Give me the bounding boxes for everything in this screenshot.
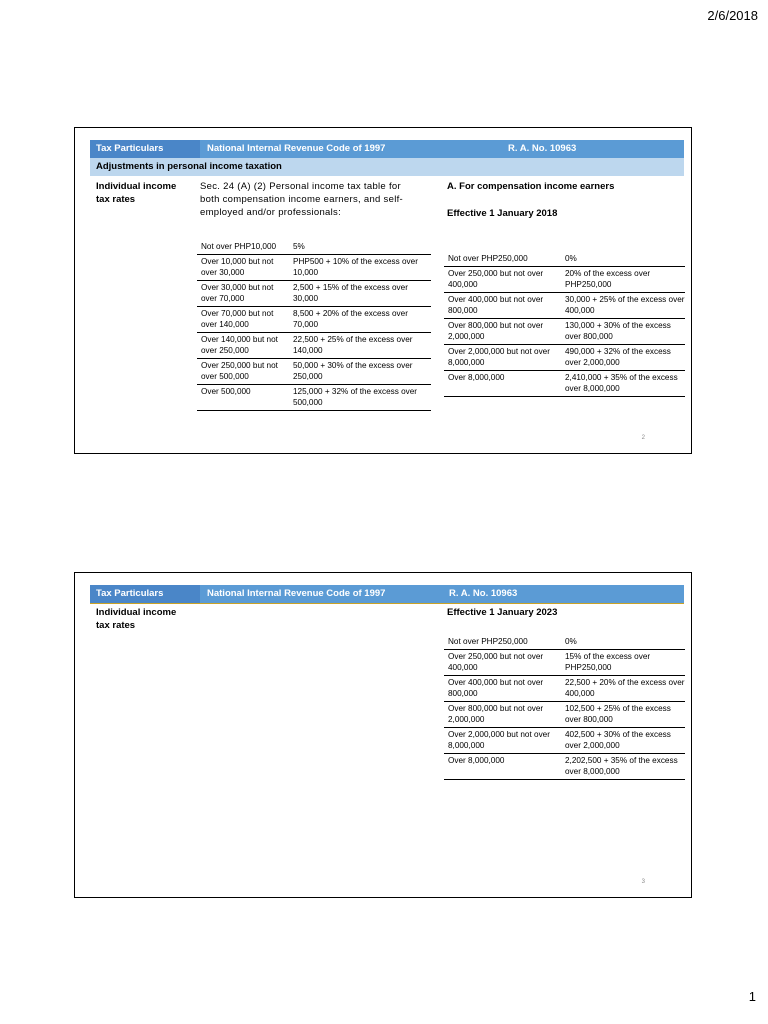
rate-cell: 15% of the excess over PHP250,000 bbox=[561, 650, 685, 676]
particular-label: Individual income tax rates bbox=[96, 607, 177, 631]
rate-cell: 50,000 + 30% of the excess over 250,000 bbox=[289, 359, 431, 385]
rate-cell: 8,500 + 20% of the excess over 70,000 bbox=[289, 307, 431, 333]
bracket-cell: Over 250,000 but not over 400,000 bbox=[444, 650, 561, 676]
slide-1 bbox=[74, 127, 692, 454]
table-row bbox=[444, 635, 685, 650]
slide-number: 3 bbox=[641, 879, 645, 885]
table-row bbox=[444, 728, 685, 754]
bracket-cell: Over 140,000 but not over 250,000 bbox=[197, 333, 289, 359]
slide-number: 2 bbox=[641, 435, 645, 441]
nirc-rate-table bbox=[197, 240, 431, 411]
table-row bbox=[197, 240, 431, 255]
bracket-cell: Over 2,000,000 but not over 8,000,000 bbox=[444, 345, 561, 371]
rate-cell: 402,500 + 30% of the excess over 2,000,000 bbox=[561, 728, 685, 754]
ra-heading: A. For compensation income earners bbox=[447, 181, 615, 192]
table-row bbox=[444, 345, 685, 371]
rate-cell: 5% bbox=[289, 240, 431, 255]
rate-cell: 2,202,500 + 35% of the excess over 8,000,000 bbox=[561, 754, 685, 780]
bracket-cell: Over 2,000,000 but not over 8,000,000 bbox=[444, 728, 561, 754]
table-row bbox=[444, 676, 685, 702]
table-row bbox=[444, 252, 685, 267]
subheader-text: Adjustments in personal income taxation bbox=[96, 161, 282, 172]
table-row bbox=[197, 307, 431, 333]
rate-cell: 2,500 + 15% of the excess over 30,000 bbox=[289, 281, 431, 307]
rate-cell: 30,000 + 25% of the excess over 400,000 bbox=[561, 293, 685, 319]
table-row bbox=[444, 293, 685, 319]
table-row bbox=[197, 333, 431, 359]
rate-cell: 102,500 + 25% of the excess over 800,000 bbox=[561, 702, 685, 728]
table-row bbox=[197, 359, 431, 385]
header-tax-particulars: Tax Particulars bbox=[96, 143, 164, 154]
table-row bbox=[444, 267, 685, 293]
slide-2-header-bar bbox=[90, 585, 684, 604]
rate-cell: PHP500 + 10% of the excess over 10,000 bbox=[289, 255, 431, 281]
ra-effective-date: Effective 1 January 2023 bbox=[447, 607, 558, 618]
table-row bbox=[197, 385, 431, 411]
nirc-description: Sec. 24 (A) (2) Personal income tax table for both compensation income earners, and self-employed and/or professionals: bbox=[200, 181, 404, 218]
ra-rate-table-2023 bbox=[444, 635, 685, 780]
ra-effective-date: Effective 1 January 2018 bbox=[447, 208, 558, 219]
bracket-cell: Over 70,000 but not over 140,000 bbox=[197, 307, 289, 333]
bracket-cell: Over 800,000 but not over 2,000,000 bbox=[444, 319, 561, 345]
header-tax-particulars: Tax Particulars bbox=[96, 588, 164, 599]
rate-cell: 490,000 + 32% of the excess over 2,000,000 bbox=[561, 345, 685, 371]
table-row bbox=[444, 371, 685, 397]
table-row bbox=[197, 281, 431, 307]
bracket-cell: Not over PHP250,000 bbox=[444, 635, 561, 650]
print-date: 2/6/2018 bbox=[707, 8, 758, 23]
header-ra: R. A. No. 10963 bbox=[449, 588, 518, 599]
bracket-cell: Over 8,000,000 bbox=[444, 754, 561, 780]
table-row bbox=[444, 319, 685, 345]
header-ra: R. A. No. 10963 bbox=[508, 143, 577, 154]
bracket-cell: Over 10,000 but not over 30,000 bbox=[197, 255, 289, 281]
page-number: 1 bbox=[748, 989, 756, 1004]
table-row bbox=[197, 255, 431, 281]
rate-cell: 130,000 + 30% of the excess over 800,000 bbox=[561, 319, 685, 345]
bracket-cell: Over 400,000 but not over 800,000 bbox=[444, 676, 561, 702]
rate-cell: 0% bbox=[561, 252, 685, 267]
bracket-cell: Not over PHP250,000 bbox=[444, 252, 561, 267]
rate-cell: 22,500 + 25% of the excess over 140,000 bbox=[289, 333, 431, 359]
bracket-cell: Over 250,000 but not over 500,000 bbox=[197, 359, 289, 385]
table-row bbox=[444, 754, 685, 780]
slide-2 bbox=[74, 572, 692, 898]
table-row bbox=[444, 702, 685, 728]
rate-cell: 20% of the excess over PHP250,000 bbox=[561, 267, 685, 293]
particular-label: Individual income tax rates bbox=[96, 181, 177, 205]
rate-cell: 22,500 + 20% of the excess over 400,000 bbox=[561, 676, 685, 702]
bracket-cell: Over 250,000 but not over 400,000 bbox=[444, 267, 561, 293]
bracket-cell: Over 8,000,000 bbox=[444, 371, 561, 397]
bracket-cell: Over 30,000 but not over 70,000 bbox=[197, 281, 289, 307]
rate-cell: 125,000 + 32% of the excess over 500,000 bbox=[289, 385, 431, 411]
slide-1-header-bar bbox=[90, 140, 684, 159]
table-row bbox=[444, 650, 685, 676]
bracket-cell: Over 500,000 bbox=[197, 385, 289, 411]
rate-cell: 0% bbox=[561, 635, 685, 650]
bracket-cell: Over 400,000 but not over 800,000 bbox=[444, 293, 561, 319]
bracket-cell: Not over PHP10,000 bbox=[197, 240, 289, 255]
bracket-cell: Over 800,000 but not over 2,000,000 bbox=[444, 702, 561, 728]
slide-1-subheader bbox=[90, 158, 684, 176]
header-nirc: National Internal Revenue Code of 1997 bbox=[207, 143, 386, 154]
rate-cell: 2,410,000 + 35% of the excess over 8,000,000 bbox=[561, 371, 685, 397]
ra-rate-table-2018 bbox=[444, 252, 685, 397]
header-nirc: National Internal Revenue Code of 1997 bbox=[207, 588, 386, 599]
